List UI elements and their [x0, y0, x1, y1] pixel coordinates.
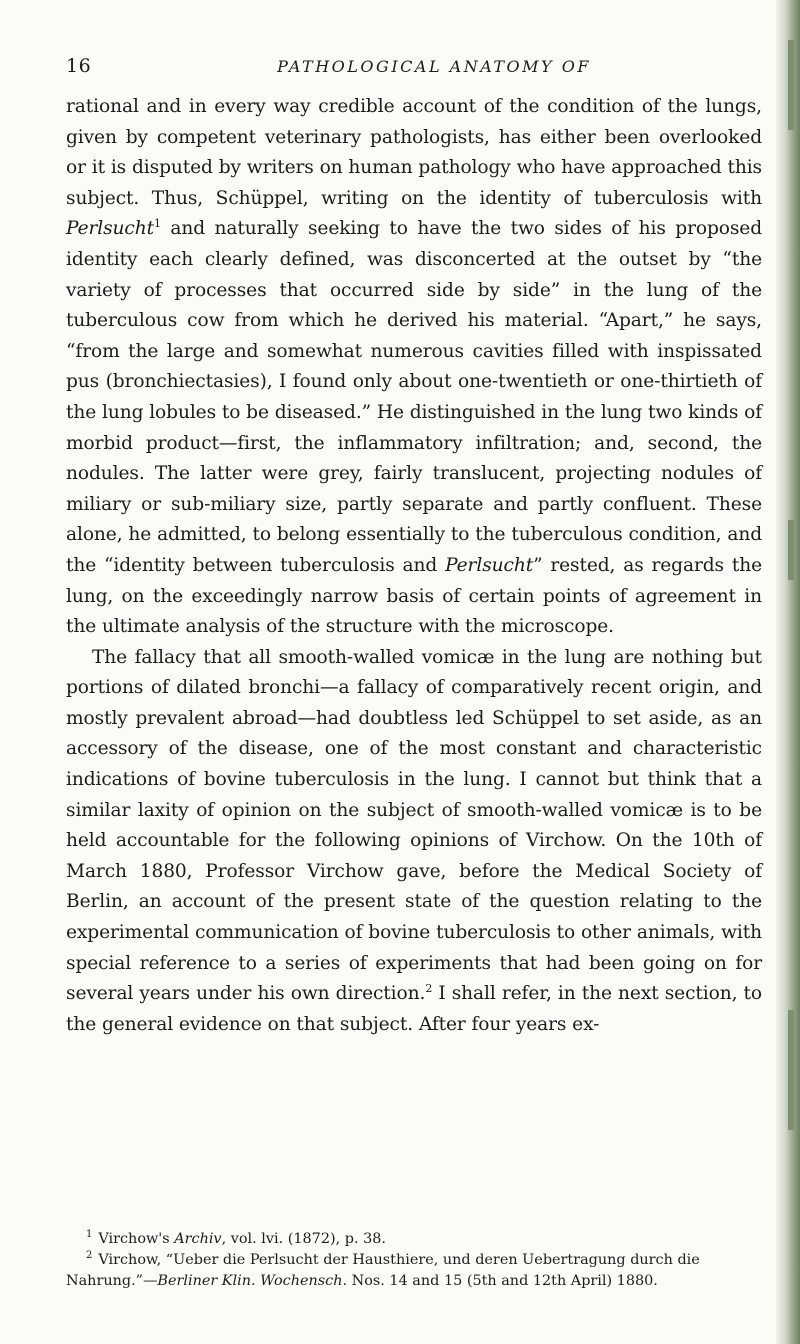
footnote-ref: 1 — [154, 217, 161, 231]
footnote-text: . Nos. 14 and 15 (5th and 12th April) 1880. — [342, 1273, 658, 1289]
footnote-text: , vol. lvi. (1872), p. 38. — [221, 1231, 387, 1247]
footnotes — [66, 1229, 762, 1292]
text-run: The fallacy that all smooth-walled vomicæ in the lung are nothing but portions of dilated bronchi—a fallacy of comparatively recent origin, and mostly prevalent abroad—had doubtless led Schüppel to set aside, as an accessory of the disease, one of the most constant and characteristic indications of bovine tuberculosis in the lung. I cannot but think that a similar laxity of opinion on the subject of smooth-walled vomicæ is to be held accountable for the following opinions of Virchow. On the 10th of March 1880, Professor Virchow gave, before the Medical Society of Berlin, an account of the present state of the question relating to the experimental communication of bovine tuberculosis to other animals, with special reference to a series of experiments that had been going on for several years under his own direction. — [66, 646, 762, 1005]
footnote-mark: 2 — [86, 1250, 93, 1262]
footnote-ref: 2 — [425, 982, 433, 996]
text-run: rational and in every way credible account of the condition of the lungs, given by competent veterinary pathologists, has either been overlooked or it is disputed by writers on human pathology who have approached this subject. Thus, Schüppel, writing on the identity of tuberculosis with — [66, 96, 762, 209]
paragraph — [66, 643, 762, 1041]
footnote — [66, 1250, 762, 1292]
text-run: I shall refer, in the next section, to the general evidence on that subject. After four years ex- — [66, 983, 762, 1035]
text-run: and naturally seeking to have the two sides of his proposed identity each clearly defined, was disconcerted at the outset by “the variety of processes that occurred side by side” in the lung of the tuberculous cow from which he derived his material. “Apart,” he says, “from the large and somewhat numerous cavities filled with inspissated pus (bronchiectasies), I found only about one-twentieth or one-thirtieth of the lung lobules to be diseased.” He distinguished in the lung two kinds of morbid product—first, the inflammatory infiltration; and, second, the nodules. The latter were grey, fairly translucent, projecting nodules of miliary or sub-miliary size, partly separate and partly confluent. These alone, he admitted, to belong essentially to the tuberculous condition, and the “identity between tuberculosis and — [66, 218, 762, 576]
italic-term: Perlsucht — [445, 554, 534, 576]
body-text — [66, 92, 762, 1040]
footnote-italic: Berliner Klin. Wochensch — [157, 1273, 343, 1289]
footnote-italic: Archiv — [174, 1231, 222, 1247]
edge-shadow — [788, 1010, 794, 1130]
footnote-mark: 1 — [86, 1229, 93, 1241]
page-number: 16 — [66, 55, 92, 77]
footnote-text: Virchow's — [98, 1231, 175, 1247]
edge-shadow — [788, 520, 794, 580]
running-head: PATHOLOGICAL ANATOMY OF — [277, 57, 591, 76]
edge-shadow — [788, 40, 794, 130]
footnote-text: Virchow, “Ueber die Perlsucht der Hausthiere, und deren Uebertragung durch die Nahrung.”— — [66, 1252, 700, 1289]
paragraph — [66, 92, 762, 643]
footnote — [66, 1229, 762, 1250]
italic-term: Perlsucht — [66, 218, 154, 240]
text-run: ” rested, as regards the lung, on the exceedingly narrow basis of certain points of agreement in the ultimate analysis of the structure with the microscope. — [66, 554, 762, 638]
page-header — [66, 55, 762, 85]
page-binding-edge — [776, 0, 800, 1344]
